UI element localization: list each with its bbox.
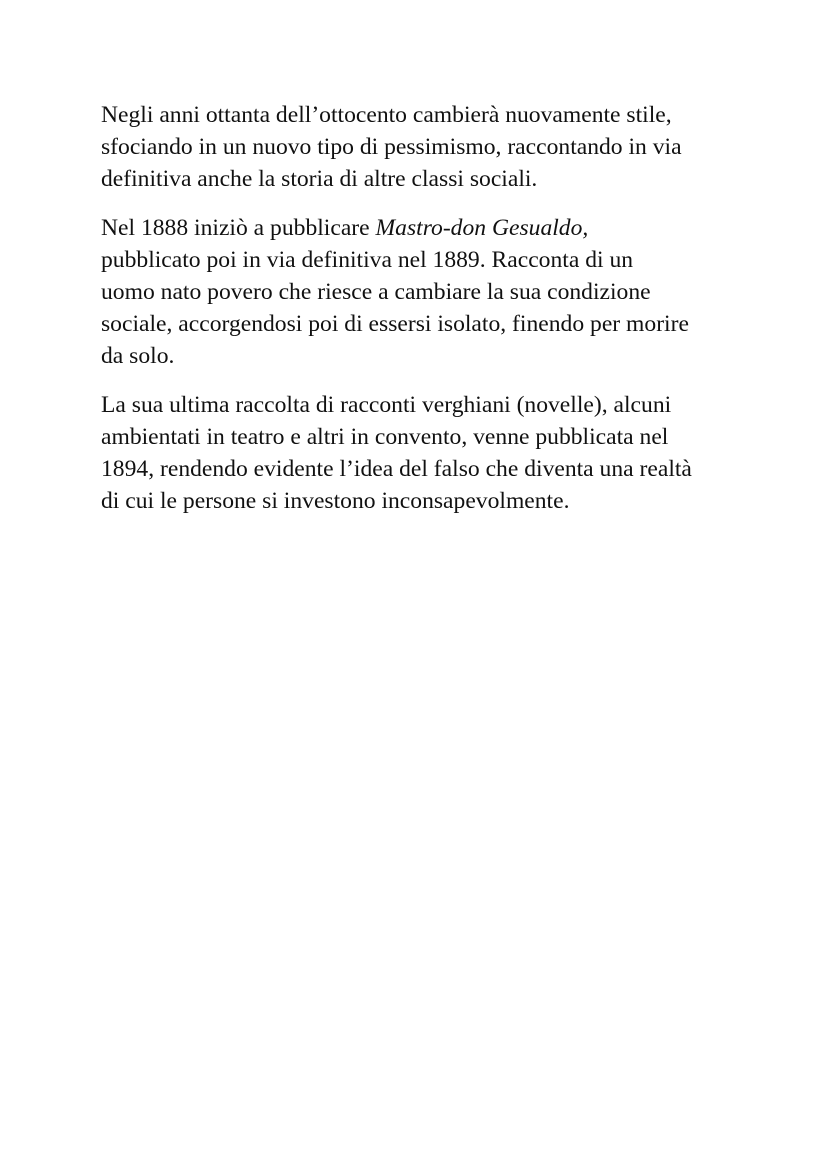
document-body <box>101 99 741 534</box>
text-line-prefix: Nel 1888 iniziò a pubblicare <box>101 215 376 241</box>
text-line: Negli anni ottanta dell’ottocento cambierà nuovamente stile, <box>101 102 672 128</box>
paragraph-1 <box>101 99 741 195</box>
text-line: pubblicato poi in via definitiva nel 1889. Racconta di un <box>101 247 634 273</box>
text-line <box>101 212 741 244</box>
book-title: Mastro-don Gesualdo, <box>375 215 589 241</box>
text-line: definitiva anche la storia di altre classi sociali. <box>101 166 538 192</box>
paragraph-3 <box>101 389 741 517</box>
paragraph-2 <box>101 212 741 372</box>
text-line: sociale, accorgendosi poi di essersi isolato, finendo per morire <box>101 311 689 337</box>
text-line: uomo nato povero che riesce a cambiare la sua condizione <box>101 279 651 305</box>
text-line: sfociando in un nuovo tipo di pessimismo, raccontando in via <box>101 134 682 160</box>
text-line: da solo. <box>101 343 175 369</box>
text-line: di cui le persone si investono inconsapevolmente. <box>101 488 570 514</box>
text-line: ambientati in teatro e altri in convento, venne pubblicata nel <box>101 424 669 450</box>
text-line: 1894, rendendo evidente l’idea del falso che diventa una realtà <box>101 456 692 482</box>
text-line: La sua ultima raccolta di racconti verghiani (novelle), alcuni <box>101 392 672 418</box>
